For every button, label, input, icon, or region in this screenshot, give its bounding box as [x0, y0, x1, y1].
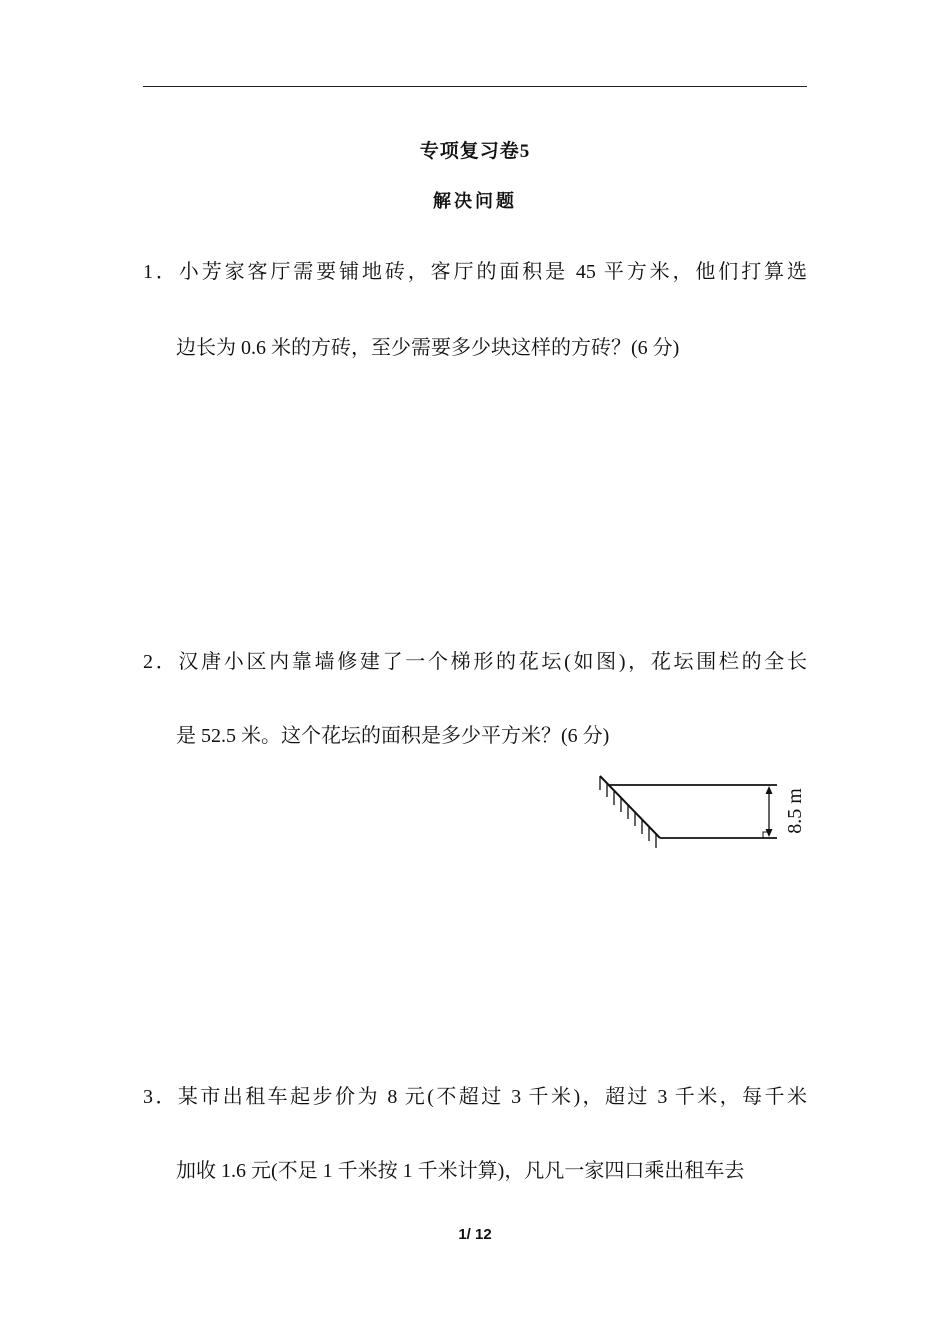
height-label: 8.5 m [784, 788, 806, 834]
page-subtitle: 解决问题 [433, 191, 517, 211]
question-3-line-2: 加收 1.6 元(不足 1 千米按 1 千米计算)，凡凡一家四口乘出租车去 [176, 1160, 745, 1182]
question-2-line-2: 是 52.5 米。这个花坛的面积是多少平方米？(6 分) [176, 725, 610, 747]
question-1-line-2: 边长为 0.6 米的方砖，至少需要多少块这样的方砖？(6 分) [176, 337, 680, 359]
wall-hatching [600, 776, 656, 848]
arrow-up [766, 786, 773, 794]
question-3-line-1: 3．某市出租车起步价为 8 元(不超过 3 千米)，超过 3 千米，每千米 [143, 1086, 807, 1108]
page-title: 专项复习卷5 [419, 141, 531, 162]
arrow-down [766, 829, 773, 837]
question-1-line-1: 1．小芳家客厅需要铺地砖，客厅的面积是 45 平方米，他们打算选 [143, 261, 807, 283]
page-number: 1/ 12 [458, 1226, 492, 1243]
header-rule [143, 86, 807, 87]
trapezoid-flowerbed-figure [592, 768, 814, 868]
question-2-line-1: 2．汉唐小区内靠墙修建了一个梯形的花坛(如图)，花坛围栏的全长 [143, 651, 807, 673]
